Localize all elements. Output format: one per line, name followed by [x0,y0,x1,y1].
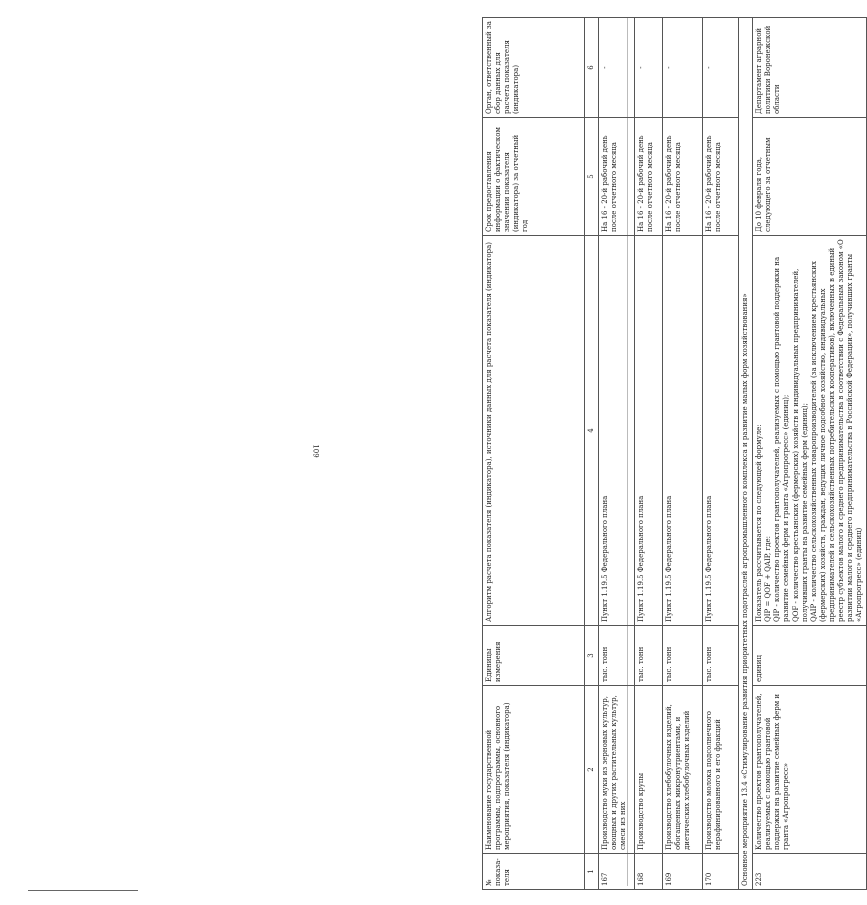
row-term: До 10 февраля года, следующего за отчетным [753,118,867,236]
row-org: - [703,18,739,118]
header-name: Наименование государственной программы, подпрограммы, основного мероприятия, показателя (индикатора) [483,686,585,854]
col-number: 1 [585,854,599,890]
row-name: Производство муки из зерновых культур, овощных и других растительных культур, смеси из них [599,686,635,854]
row-algorithm: Пункт 1.19.5 Федерального плана [599,236,635,626]
row-term: На 16 - 20-й рабочий день после отчетного месяца [703,118,739,236]
header-term: Срок предоставления информации о фактическом значении показателя (индикатора) за отчетный год [483,118,585,236]
row-name: Количество проектов грантополучателей, реализуемых с помощью грантовой поддержки на развитие семейных ферм и гранта «Агропрогресс» [753,686,867,854]
row-num: 167 [599,854,635,890]
row-term: На 16 - 20-й рабочий день после отчетного месяца [663,118,703,236]
row-unit: единиц [753,626,867,686]
header-unit: Единицы измерения [483,626,585,686]
row-org: - [635,18,663,118]
column-number-row [585,18,599,890]
row-unit: тыс. тонн [663,626,703,686]
footnote-divider [28,890,138,891]
formula-line: QIP - количество проектов грантополучателей, реализуемых с помощью грантовой поддержки на развитие семейных ферм и гранта «Агропрогресс» (единиц); [773,256,791,622]
row-algorithm: Пункт 1.19.5 Федерального плана [635,236,663,626]
table-row [703,18,739,890]
row-term: На 16 - 20-й рабочий день после отчетного месяца [599,118,635,236]
row-name: Производство крупы [635,686,663,854]
col-number: 2 [585,686,599,854]
table-row [599,18,635,890]
row-org: - [599,18,635,118]
col-number: 6 [585,18,599,118]
header-algorithm: Алгоритм расчета показателя (индикатора), источники данных для расчета показателя (индикатора) [483,236,585,626]
row-name: Производство молока подсолнечного нерафинированного и его фракций [703,686,739,854]
header-num: № показа-теля [483,854,585,890]
page-number: 109 [311,444,320,458]
table-row [753,18,867,890]
row-num: 170 [703,854,739,890]
row-org: Департамент аграрной политики Воронежской области [753,18,867,118]
row-algorithm [753,236,867,626]
row-org: - [663,18,703,118]
col-number: 3 [585,626,599,686]
formula-line: QAIP - количество сельскохозяйственных товаропроизводителей (за исключением крестьянских (фермерских) хозяйств, граждан, ведущих личное подсобное хозяйство, индивидуальных предпринимателей и сельскохозяйственных потребительских кооперативов), включенных в единый реестр субъектов малого и среднего предпринимательства в соответствии с Федеральным законом «О развитии малого и среднего предпринимательства в Российской Федерации», получивших гранты «Агропрогресс» (единиц) [809,239,864,622]
table-row [635,18,663,890]
row-unit: тыс. тонн [635,626,663,686]
row-unit: тыс. тонн [599,626,635,686]
formula-line: QOF - количество крестьянских (фермерских) хозяйств и индивидуальных предпринимателей, получивших гранты на развитие семейных ферм (единиц); [791,268,809,622]
row-algorithm: Пункт 1.19.5 Федерального плана [703,236,739,626]
row-unit: тыс. тонн [703,626,739,686]
col-number: 4 [585,236,599,626]
row-algorithm: Пункт 1.19.5 Федерального плана [663,236,703,626]
row-term: На 16 - 20-й рабочий день после отчетного месяца [635,118,663,236]
section-title: Основное мероприятие 13.4 «Стимулирование развития приоритетных подотраслей агропромышленного комплекса и развитие малых форм хозяйствования» [739,18,753,890]
row-num: 168 [635,854,663,890]
formula-line: QIP = QOF + QAIP, где: [764,536,773,622]
indicator-table [482,17,867,890]
header-row [483,18,585,890]
col-number: 5 [585,118,599,236]
row-num: 169 [663,854,703,890]
header-org: Орган, ответственный за сбор данных для расчета показателя (индикатора) [483,18,585,118]
formula-line: Показатель рассчитывается по следующей формуле: [755,424,764,622]
row-name: Производство хлебобулочных изделий, обогащенных микронутриентами, и диетических хлебобулочных изделий [663,686,703,854]
section-row [739,18,753,890]
row-num: 223 [753,854,867,890]
table-row [663,18,703,890]
